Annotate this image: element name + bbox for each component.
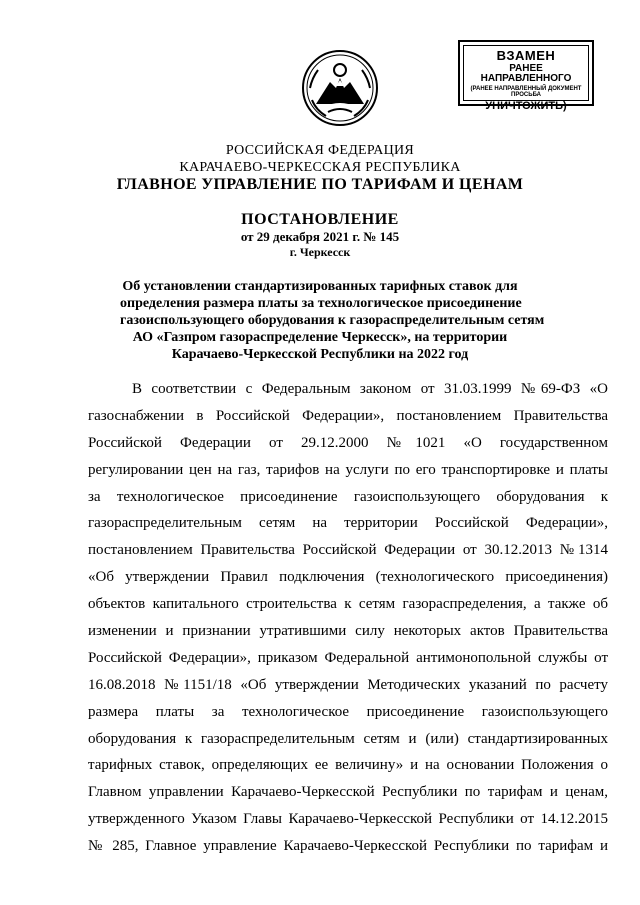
document-date-number: от 29 декабря 2021 г. № 145	[240, 229, 400, 244]
title-line: определения размера платы за технологическое присоединение	[120, 296, 522, 311]
document-title	[120, 278, 545, 363]
body-line: постановлением Правительства Российской Федерации от 30.12.2013 №1314	[88, 542, 608, 559]
body-line: № 285, Главное управление Карачаево-Черкесской Республики по тарифам и	[88, 838, 608, 855]
stamp-line-4: УНИЧТОЖИТЬ)	[485, 100, 567, 112]
document-city: г. Черкесск	[289, 245, 351, 259]
body-line: за технологическое присоединение газоиспользующего оборудования к	[88, 488, 608, 505]
body-line: 16.08.2018 №1151/18 «Об утверждении Методических указаний по расчету	[88, 676, 608, 693]
header-agency: ГЛАВНОЕ УПРАВЛЕНИЕ ПО ТАРИФАМ И ЦЕНАМ	[116, 176, 524, 193]
coat-of-arms-emblem	[300, 48, 380, 128]
title-line: АО «Газпром газораспределение Черкесск», на территории	[132, 330, 508, 345]
title-line: Карачаево-Черкесской Республики на 2022 год	[171, 347, 469, 362]
body-line: газоснабжении в Российской Федерации», постановлением Правительства	[88, 407, 608, 424]
title-line: Об установлении стандартизированных тарифных ставок для	[122, 279, 518, 294]
body-line: изменении и признании утратившими силу некоторых актов Правительства	[88, 623, 608, 640]
body-line: оборудования к газораспределительным сетям и (или) стандартизированных	[88, 730, 608, 747]
document-type: ПОСТАНОВЛЕНИЕ	[241, 211, 399, 228]
body-paragraph	[88, 376, 608, 860]
body-line: газораспределительным сетям на территории Российской Федерации»,	[88, 515, 608, 532]
header-country: РОССИЙСКАЯ ФЕДЕРАЦИЯ	[225, 143, 415, 158]
body-line: Главном управлении Карачаево-Черкесской Республики по тарифам и ценам,	[88, 784, 608, 801]
title-line: газоиспользующего оборудования к газораспределительным сетям	[120, 313, 545, 328]
body-line: Российской Федерации», приказом Федеральной антимонопольной службы от	[88, 649, 608, 666]
body-line: «Об утверждении Правил подключения (технологического присоединения)	[88, 569, 608, 586]
stamp-line-2: РАНЕЕ НАПРАВЛЕННОГО	[480, 63, 572, 84]
body-line: утвержденного Указом Главы Карачаево-Черкесской Республики от 14.12.2015	[88, 811, 608, 828]
body-line: регулировании цен на газ, тарифов на услуги по его транспортировке и платы	[88, 461, 608, 478]
stamp-line-1: ВЗАМЕН	[496, 48, 556, 63]
body-line: размера платы за технологическое присоединение газоиспользующего	[88, 703, 608, 720]
stamp-line-3: (РАНЕЕ НАПРАВЛЕННЫЙ ДОКУМЕНТ ПРОСЬБА	[470, 86, 582, 98]
header-republic: КАРАЧАЕВО-ЧЕРКЕССКАЯ РЕСПУБЛИКА	[179, 160, 461, 175]
body-line: объектов капитального строительства к сетям газораспределения, а также об	[88, 596, 608, 613]
body-line: В соответствии с Федеральным законом от 31.03.1999 №69-ФЗ «О	[132, 381, 608, 397]
replacement-stamp	[458, 40, 594, 112]
body-line: тарифных ставок, определяющих ее величину» и на основании Положения о	[88, 757, 608, 774]
body-line: Российской Федерации от 29.12.2000 №1021 «О государственном	[88, 434, 608, 451]
